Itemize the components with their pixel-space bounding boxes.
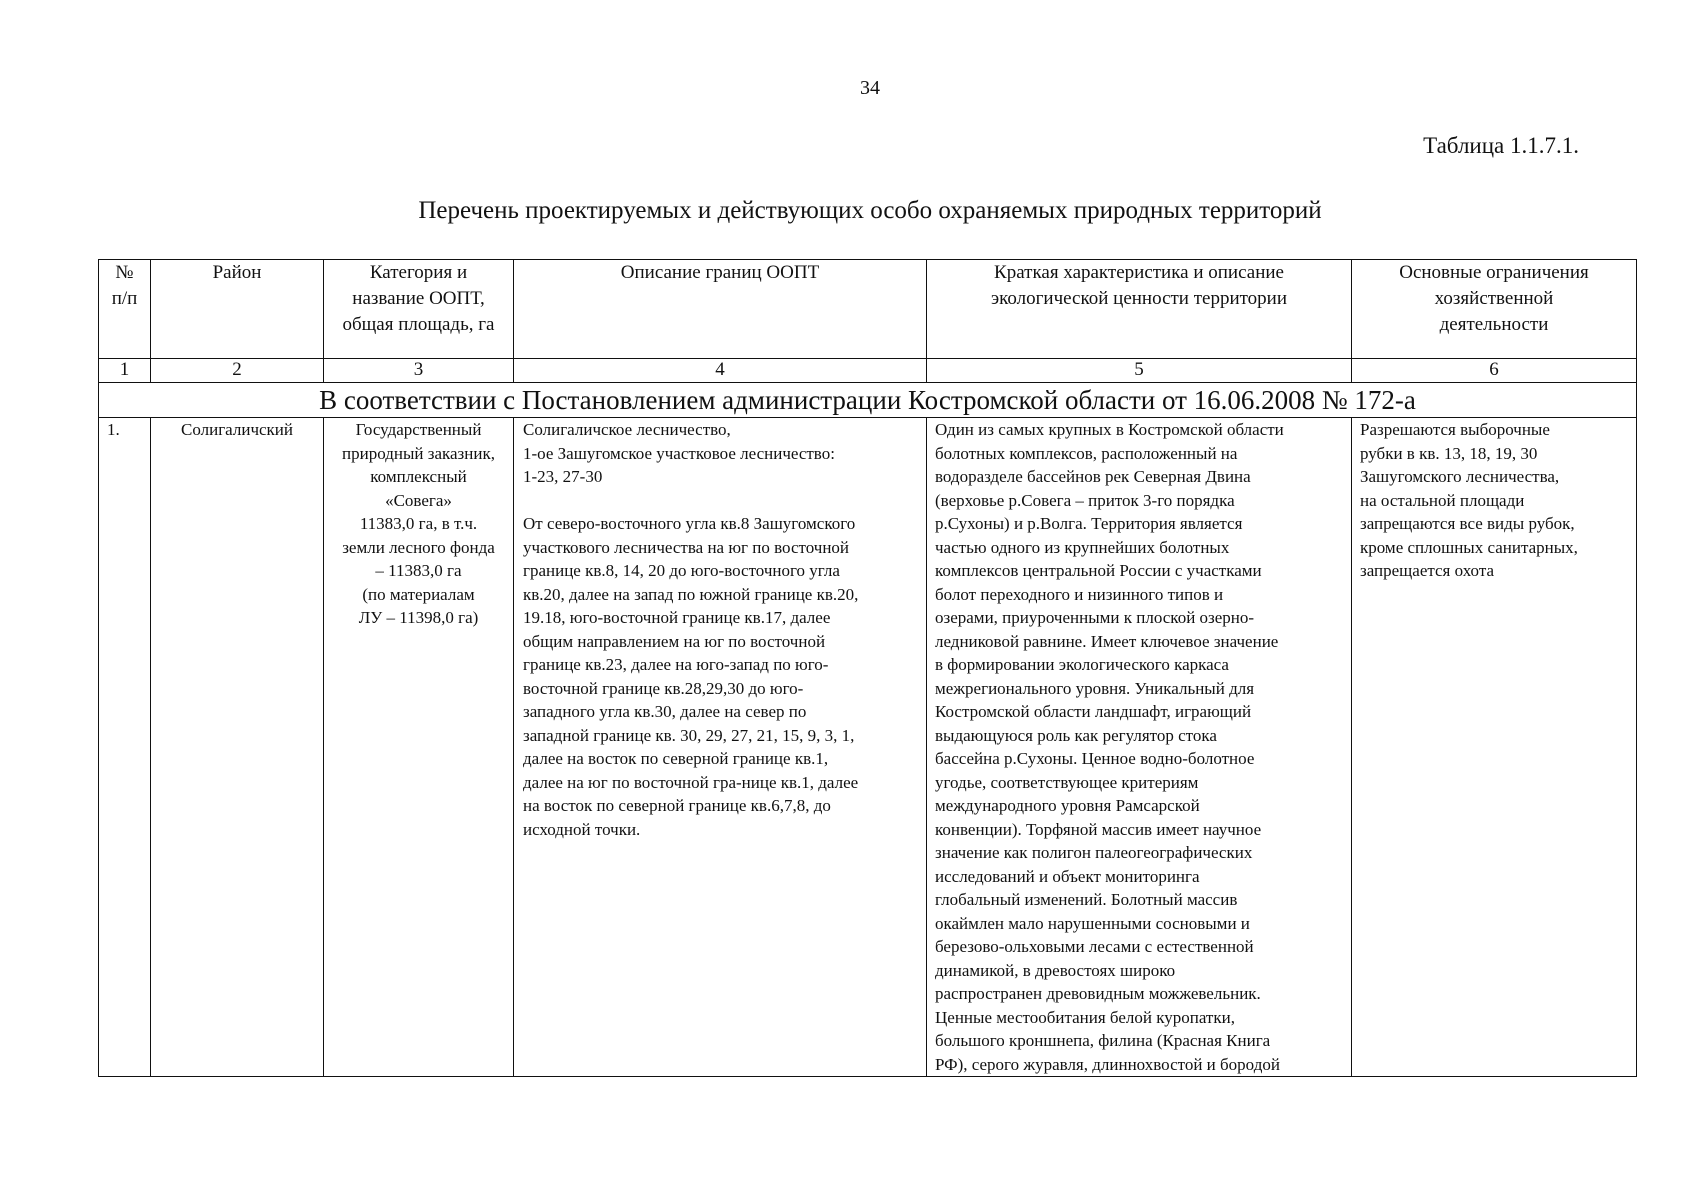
category-line: «Совега» <box>385 490 452 510</box>
boundary-line: западного угла кв.30, далее на север по <box>523 702 807 721</box>
description-line: межрегионального уровня. Уникальный для <box>935 678 1255 698</box>
description-line: выдающуюся роль как регулятор стока <box>935 725 1217 745</box>
header-number-line: п/п <box>111 288 138 309</box>
restriction-line: рубки в кв. 13, 18, 19, 30 <box>1360 443 1538 463</box>
description-line: глобальный изменений. Болотный массив <box>935 890 1238 909</box>
paragraph-gap <box>523 489 924 513</box>
category-line: – 11383,0 га <box>375 561 462 580</box>
description-line: международного уровня Рамсарской <box>935 796 1200 815</box>
row-number: 1. <box>99 418 151 1077</box>
header-district: Район <box>151 260 324 359</box>
boundary-line: исходной точки. <box>523 819 641 839</box>
description-line: Костромской области ландшафт, играющий <box>935 702 1252 721</box>
category-line: 11383,0 га, в т.ч. <box>359 514 478 533</box>
description-line: ледниковой равнине. Имеет ключевое значение <box>935 631 1279 651</box>
description-line: большого кроншнепа, филина (Красная Книга <box>935 1031 1271 1050</box>
header-number-line: № <box>115 262 134 283</box>
header-restrictions <box>1352 260 1637 359</box>
table-header-row <box>99 260 1637 359</box>
column-number: 1 <box>99 359 151 383</box>
column-number: 4 <box>514 359 927 383</box>
row-boundaries <box>514 418 927 1077</box>
description-line: распространен древовидным можжевельник. <box>935 984 1261 1003</box>
boundary-line: участкового лесничества на юг по восточной <box>523 537 850 557</box>
category-line: Государственный <box>355 420 482 439</box>
description-line: исследований и объект мониторинга <box>935 866 1200 886</box>
boundary-line: общим направлением на юг по восточной <box>523 631 826 651</box>
description-line: в формировании экологического каркаса <box>935 655 1229 674</box>
boundary-intro-line: 1-23, 27-30 <box>523 467 603 486</box>
restriction-line: Зашугомского лесничества, <box>1360 467 1560 486</box>
boundary-intro-line: 1-ое Зашугомское участковое лесничество: <box>523 443 835 463</box>
protected-areas-table <box>98 259 1637 1077</box>
row-description <box>927 418 1352 1077</box>
page-number: 34 <box>860 77 880 99</box>
boundary-line: восточной границе кв.28,29,30 до юго- <box>523 678 804 698</box>
description-line: комплексов центральной России с участками <box>935 561 1262 580</box>
header-category-line: название ООПТ, <box>352 288 485 309</box>
description-line: березово-ольховыми лесами с естественной <box>935 937 1254 956</box>
header-number <box>99 260 151 359</box>
category-line: комплексный <box>370 467 467 486</box>
description-line: Ценные местообитания белой куропатки, <box>935 1007 1235 1027</box>
restriction-line: кроме сплошных санитарных, <box>1360 537 1578 557</box>
section-title: В соответствии с Постановлением администрации Костромской области от 16.06.2008 № 172-а <box>99 383 1637 418</box>
description-line: конвенции). Торфяной массив имеет научное <box>935 819 1262 839</box>
row-district: Солигаличский <box>151 418 324 1077</box>
column-number: 6 <box>1352 359 1637 383</box>
boundary-line: От северо-восточного угла кв.8 Зашугомского <box>523 514 856 533</box>
column-number: 3 <box>324 359 514 383</box>
description-line: динамикой, в древостоях широко <box>935 960 1176 980</box>
description-line: бассейна р.Сухоны. Ценное водно-болотное <box>935 749 1255 768</box>
description-line: (верховье р.Совега – приток 3-го порядка <box>935 490 1235 510</box>
header-boundaries: Описание границ ООПТ <box>514 260 927 359</box>
header-description-line: экологической ценности территории <box>990 288 1288 309</box>
boundary-line: кв.20, далее на запад по южной границе кв.20, <box>523 584 859 604</box>
boundary-line: границе кв.8, 14, 20 до юго-восточного угла <box>523 561 840 580</box>
description-line: водоразделе бассейнов рек Северная Двина <box>935 467 1251 486</box>
header-restrictions-line: деятельности <box>1439 314 1549 335</box>
boundary-line: 19.18, юго-восточной границе кв.17, далее <box>523 608 831 627</box>
category-line: земли лесного фонда <box>342 537 495 557</box>
header-description <box>927 260 1352 359</box>
section-row <box>99 383 1637 418</box>
table-row <box>99 418 1637 1077</box>
description-line: Один из самых крупных в Костромской области <box>935 420 1284 439</box>
description-line: болотных комплексов, расположенный на <box>935 443 1238 463</box>
description-line: РФ), серого журавля, длиннохвостой и бородой <box>935 1054 1280 1074</box>
header-category <box>324 260 514 359</box>
boundary-line: далее на восток по северной границе кв.1, <box>523 749 829 768</box>
description-line: значение как полигон палеогеографических <box>935 843 1253 862</box>
column-number: 5 <box>927 359 1352 383</box>
header-category-line: Категория и <box>369 262 468 283</box>
header-description-line: Краткая характеристика и описание <box>994 262 1284 283</box>
restriction-line: на остальной площади <box>1360 490 1525 510</box>
row-category <box>324 418 514 1077</box>
description-line: частью одного из крупнейших болотных <box>935 537 1230 557</box>
restriction-line: Разрешаются выборочные <box>1360 420 1550 439</box>
column-number: 2 <box>151 359 324 383</box>
restriction-line: запрещаются все виды рубок, <box>1360 514 1575 533</box>
description-line: окаймлен мало нарушенными сосновыми и <box>935 913 1250 933</box>
category-line: ЛУ – 11398,0 га) <box>358 608 479 627</box>
header-restrictions-line: Основные ограничения <box>1399 262 1589 283</box>
boundary-line: на восток по северной границе кв.6,7,8, до <box>523 796 831 815</box>
boundary-intro-line: Солигаличское лесничество, <box>523 420 731 439</box>
document-title: Перечень проектируемых и действующих особо охраняемых природных территорий <box>418 197 1322 224</box>
boundary-line: западной границе кв. 30, 29, 27, 21, 15, 9, 3, 1, <box>523 725 855 745</box>
boundary-line: далее на юг по восточной гра-нице кв.1, далее <box>523 772 859 792</box>
header-restrictions-line: хозяйственной <box>1434 288 1554 309</box>
description-line: угодье, соответствующее критериям <box>935 772 1199 792</box>
category-line: (по материалам <box>362 584 475 604</box>
column-number-row <box>99 359 1637 383</box>
description-line: озерами, приуроченными к плоской озерно- <box>935 608 1255 627</box>
row-restrictions <box>1352 418 1637 1077</box>
restriction-line: запрещается охота <box>1360 561 1494 580</box>
category-line: природный заказник, <box>342 443 495 463</box>
header-category-line: общая площадь, га <box>342 314 495 335</box>
description-line: р.Сухоны) и р.Волга. Территория является <box>935 514 1243 533</box>
description-line: болот переходного и низинного типов и <box>935 584 1224 604</box>
boundary-line: границе кв.23, далее на юго-запад по юго- <box>523 655 829 674</box>
table-label: Таблица 1.1.7.1. <box>1423 133 1579 158</box>
